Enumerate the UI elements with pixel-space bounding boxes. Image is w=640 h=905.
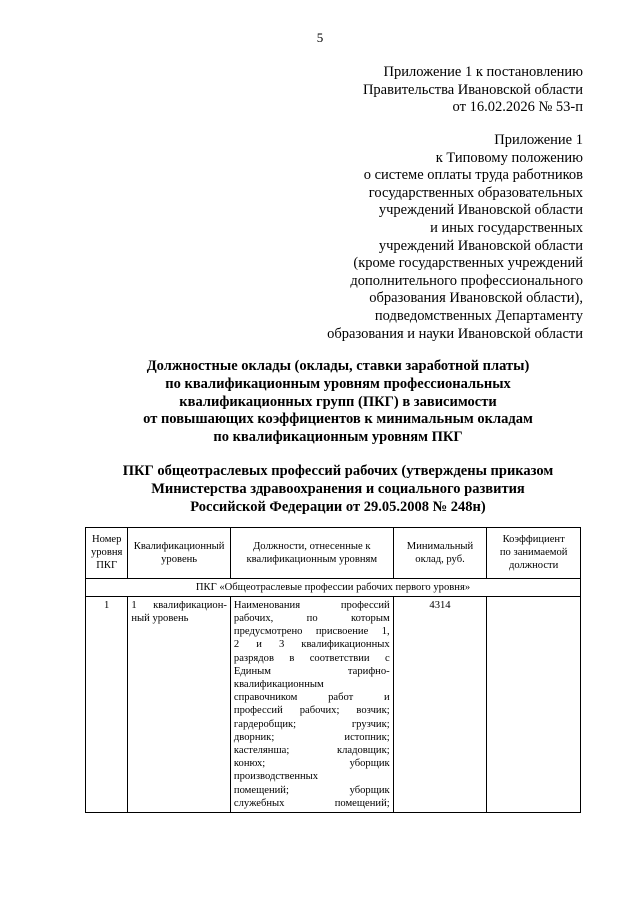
appendix-header-line: Приложение 1 к постановлению [383, 64, 583, 80]
header-positions [230, 528, 393, 579]
title-line: квалификационных групп (ПКГ) в зависимости [179, 393, 497, 410]
appendix-sub-line: о системе оплаты труда работников [363, 167, 583, 184]
row-positions [230, 596, 393, 812]
row-level [128, 596, 231, 812]
appendix-sub-line: учреждений Ивановской области [378, 202, 583, 219]
row-number: 1 [86, 596, 128, 812]
appendix-sub-line: образования и науки Ивановской области [327, 325, 583, 342]
positions-line: 2 и 3 квалификационных [233, 639, 390, 651]
appendix-header-line: от 16.02.2026 № 53-п [452, 99, 583, 116]
group-row [86, 578, 581, 596]
appendix-sub-line: к Типовому положению [435, 149, 583, 166]
positions-line: конюх; уборщик [233, 758, 390, 770]
appendix-sub-line: и иных государственных [430, 219, 583, 236]
appendix-sub-line: (кроме государственных учреждений [353, 255, 583, 272]
positions-line: Единым тарифно- [233, 665, 390, 677]
header-text: ПКГ [96, 560, 118, 572]
positions-line: предусмотрено присвоение 1, [233, 626, 390, 638]
positions-line: дворник; истопник; [233, 731, 390, 743]
header-min-salary [393, 528, 487, 579]
header-text: Минимальный [406, 540, 474, 552]
appendix-sub-line: государственных образовательных [368, 184, 583, 201]
appendix-sub-line: подведомственных Департаменту [374, 307, 583, 324]
appendix-sub-line: учреждений Ивановской области [378, 237, 583, 254]
header-text: Номер [91, 534, 122, 545]
title-line: от повышающих коэффициентов к минимальным окладам [143, 411, 533, 428]
appendix-sub-line: дополнительного профессионального [350, 272, 583, 289]
header-text: Квалификационный [133, 540, 225, 552]
pkg-title-line: ПКГ общеотраслевых профессий рабочих (утверждены приказом [122, 463, 554, 479]
positions-line: разрядов в соответствии с [233, 652, 390, 664]
appendix-sub-line: Приложение 1 [494, 132, 583, 148]
title-line: по квалификационным уровням ПКГ [213, 429, 463, 446]
header-text: по занимаемой [499, 547, 568, 559]
header-text: квалификационным уровням [246, 553, 378, 565]
appendix-header-line: Правительства Ивановской области [362, 81, 583, 98]
row-salary: 4314 [393, 596, 487, 812]
appendix-header [363, 64, 583, 117]
positions-line: производственных [233, 771, 319, 783]
row-level-line: 1 квалификацион- [131, 599, 227, 611]
row-level-line: ный уровень [131, 613, 189, 625]
title-line: по квалификационным уровням профессиональных [165, 375, 511, 392]
header-text: Должности, отнесенные к [253, 540, 371, 552]
pkg-section-title [0, 463, 640, 516]
positions-line: Наименования профессий [233, 599, 390, 611]
table-row [86, 596, 581, 812]
positions-line: кастелянша; кладовщик; [233, 745, 390, 757]
document-title [0, 358, 640, 447]
header-text: должности [508, 560, 559, 572]
pkg-title-line: Министерства здравоохранения и социального развития [151, 480, 525, 497]
header-qual-level [128, 528, 231, 579]
page-number: 5 [316, 30, 324, 45]
positions-line: квалификационным [233, 679, 324, 691]
positions-line: помещений; уборщик [233, 784, 390, 796]
header-text: Коэффициент [502, 534, 565, 545]
row-coefficient [487, 596, 581, 812]
table-header-row [86, 528, 581, 579]
group-title: ПКГ «Общеотраслевые профессии рабочих первого уровня» [86, 578, 581, 596]
header-text: уровень [161, 553, 198, 565]
header-text: уровня [90, 547, 123, 559]
positions-line: профессий рабочих; возчик; [233, 705, 390, 717]
salary-table [85, 527, 581, 813]
header-coefficient [487, 528, 581, 579]
positions-line: гардеробщик; грузчик; [233, 718, 390, 730]
positions-line: справочником работ и [233, 692, 390, 704]
pkg-title-line: Российской Федерации от 29.05.2008 № 248н) [190, 498, 486, 515]
positions-line: служебных помещений; [233, 797, 390, 809]
appendix-sub-line: образования Ивановской области), [369, 290, 583, 307]
header-text: оклад, руб. [415, 553, 465, 565]
title-line: Должностные оклады (оклады, ставки заработной платы) [146, 358, 530, 374]
appendix-subheader [327, 132, 583, 343]
positions-line: рабочих, по которым [233, 613, 390, 625]
header-level-number [86, 528, 128, 579]
